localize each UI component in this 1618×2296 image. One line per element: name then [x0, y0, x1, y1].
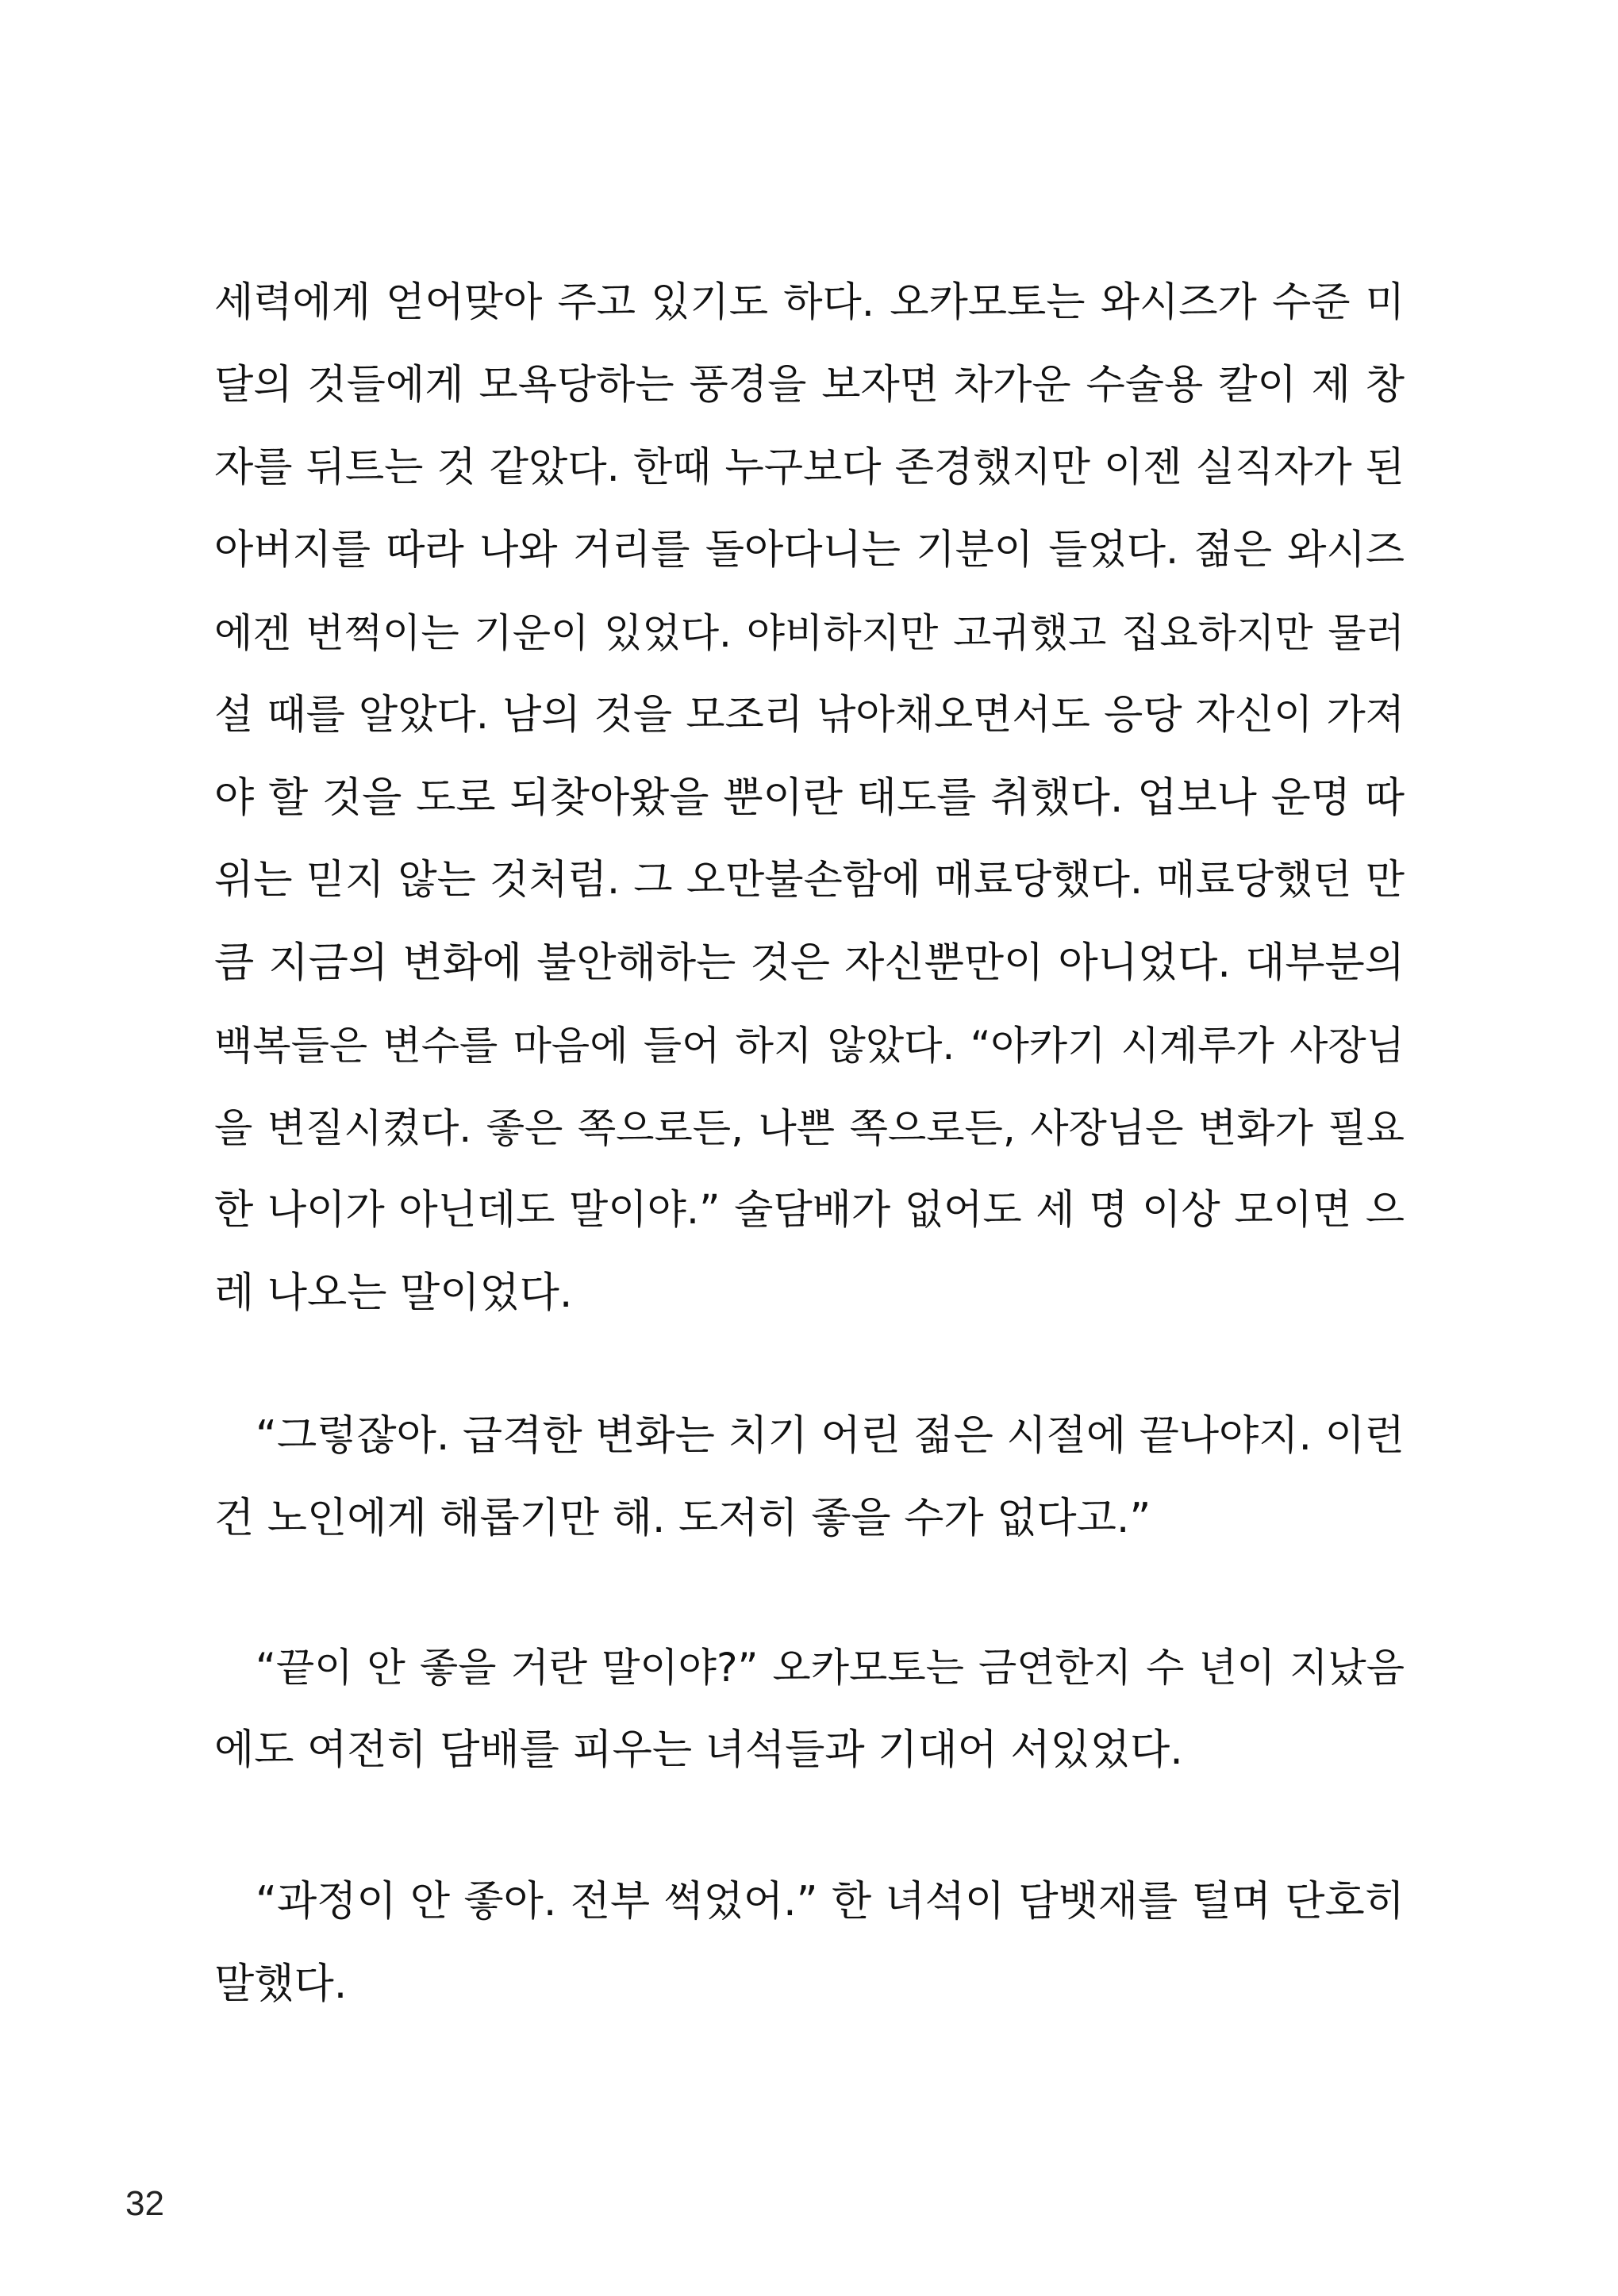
text-line: 을 변질시켰다. 좋은 쪽으로든, 나쁜 쪽으로든, 사장님은 변화가 필요 — [214, 1105, 1405, 1151]
text-line: 건 노인에게 해롭기만 해. 도저히 좋을 수가 없다고.” — [214, 1495, 1151, 1542]
text-line: 레 나오는 말이었다. — [214, 1269, 573, 1317]
page-number: 32 — [125, 2184, 164, 2223]
text-line: 야 할 것을 도로 되찾아왔을 뿐이란 태도를 취했다. 업보나 운명 따 — [214, 774, 1405, 822]
text-line: 큼 지금의 변화에 불안해하는 것은 자신뿐만이 아니었다. 대부분의 — [214, 939, 1405, 987]
text-line: 말했다. — [214, 1960, 348, 2008]
text-line: “끝이 안 좋을 거란 말이야?” 오카모토는 금연한지 수 년이 지났음 — [256, 1645, 1405, 1691]
text-line: 에겐 번쩍이는 기운이 있었다. 야비하지만 고귀했고 집요하지만 물러 — [214, 610, 1405, 656]
text-line: 아버지를 따라 나와 거리를 돌아다니는 기분이 들었다. 젊은 와시즈 — [214, 527, 1405, 574]
text-line: 설 때를 알았다. 남의 것을 모조리 낚아채오면서도 응당 자신이 가져 — [214, 692, 1405, 739]
text-line: 백복들은 변수를 마음에 들어 하지 않았다. “아카기 시계루가 사장님 — [214, 1023, 1405, 1069]
text-line: 자를 뒤트는 것 같았다. 한때 누구보다 존경했지만 이젠 실직자가 된 — [214, 444, 1405, 491]
paragraph-4 — [214, 1860, 1405, 2025]
paragraph-2 — [214, 1395, 1405, 1560]
paragraph-1 — [214, 262, 1405, 1334]
text-line: 에도 여전히 담배를 피우는 녀석들과 기대어 서있었다. — [214, 1726, 1183, 1774]
text-line: 달의 것들에게 모욕당하는 풍경을 보자면 차가운 수술용 칼이 제 창 — [214, 362, 1405, 409]
text-line: “그렇잖아. 급격한 변화는 치기 어린 젊은 시절에 끝나야지. 이런 — [256, 1412, 1405, 1460]
text-line: 세력에게 얻어맞아 주고 있기도 하다. 오카모토는 와시즈가 수준 미 — [214, 279, 1405, 326]
paragraph-3 — [214, 1626, 1405, 1791]
text-line: 한 나이가 아닌데도 말이야.” 술담배가 없어도 세 명 이상 모이면 으 — [214, 1187, 1405, 1234]
text-line: 위는 믿지 않는 것처럼. 그 오만불손함에 매료당했다. 매료당했던 만 — [214, 857, 1405, 904]
text-line: “과정이 안 좋아. 전부 썩었어.” 한 녀석이 담뱃재를 털며 단호히 — [256, 1878, 1405, 1925]
